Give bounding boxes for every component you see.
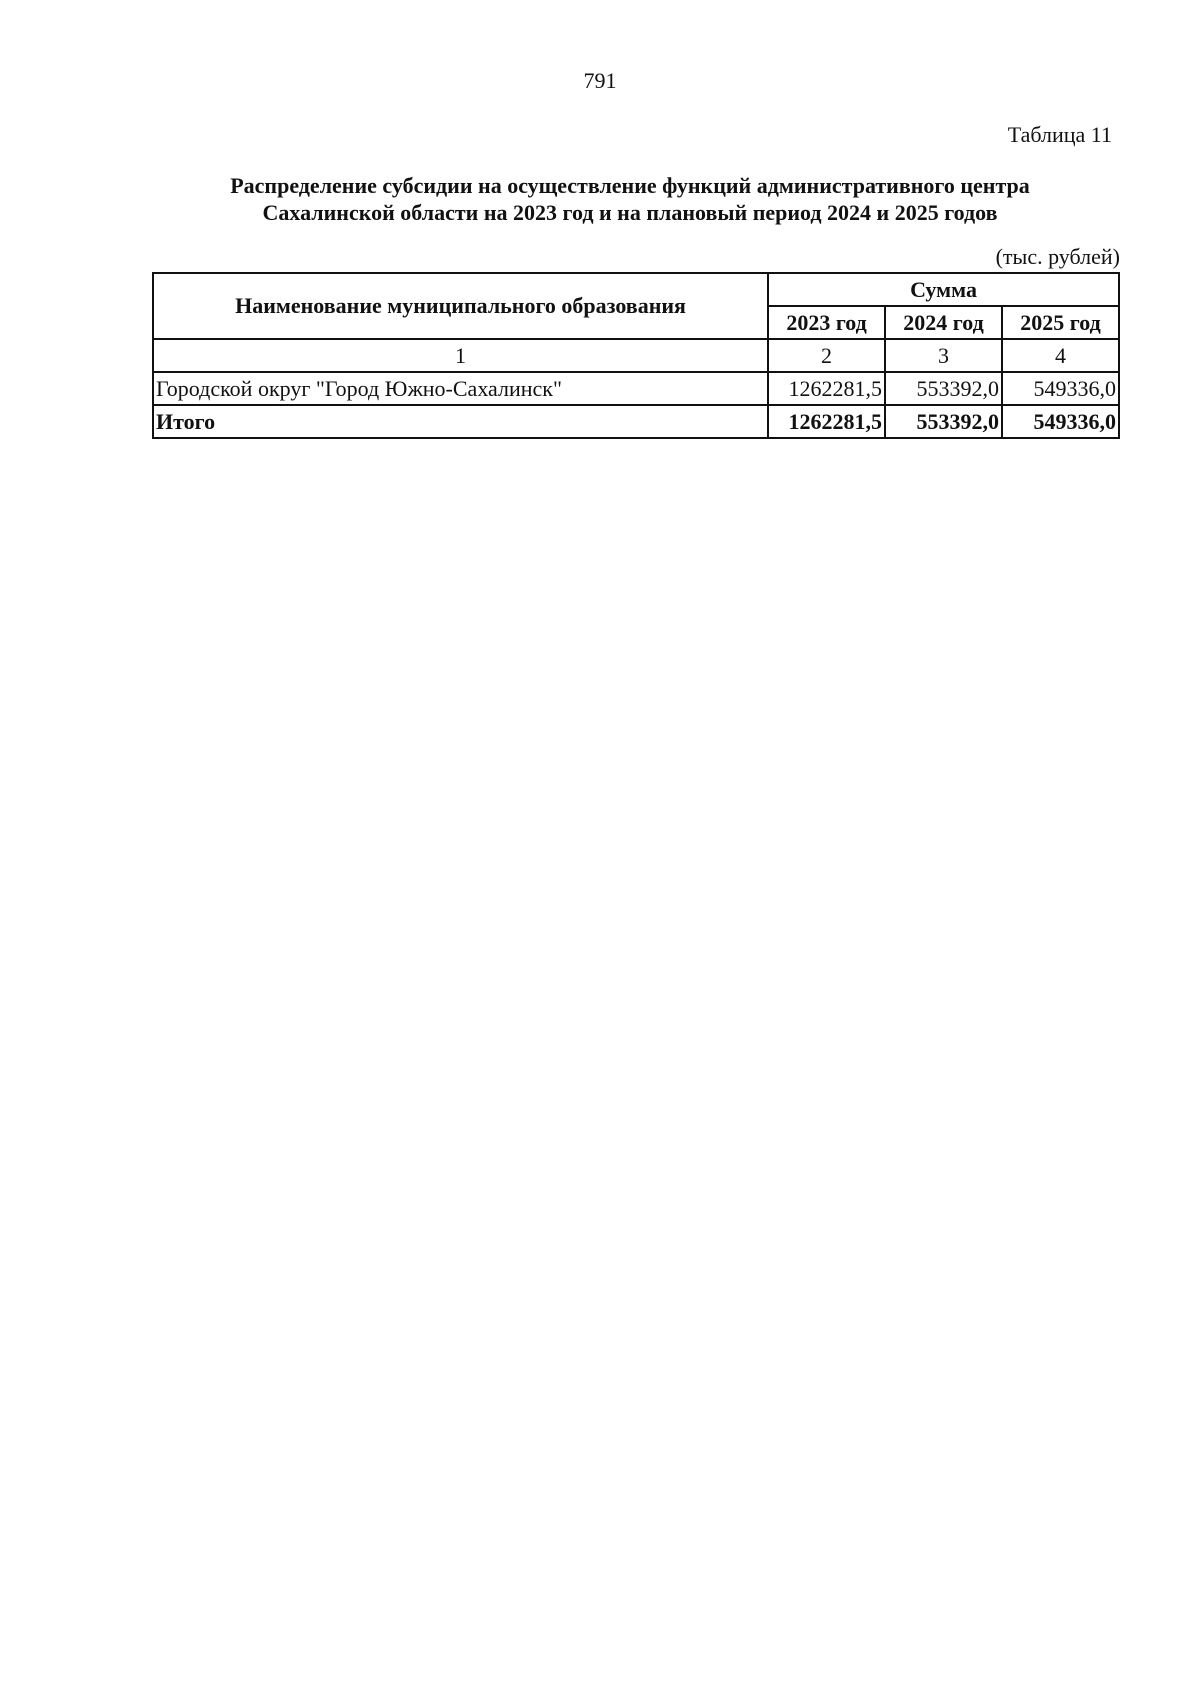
column-number: 2 <box>768 339 885 372</box>
document-title-line-2: Сахалинской области на 2023 год и на плановый период 2024 и 2025 годов <box>262 200 998 225</box>
subsidy-table <box>152 272 1120 439</box>
page-number: 791 <box>583 68 617 93</box>
header-year-2025: 2025 год <box>1002 306 1119 339</box>
column-number: 3 <box>885 339 1002 372</box>
column-number-row <box>153 339 1119 372</box>
header-year-2024: 2024 год <box>885 306 1002 339</box>
value-2024: 553392,0 <box>885 372 1002 405</box>
column-number: 1 <box>153 339 768 372</box>
unit-note: (тыс. рублей) <box>995 244 1120 269</box>
total-label: Итого <box>153 405 768 438</box>
header-sum: Сумма <box>768 273 1119 306</box>
table-header-row <box>153 273 1119 306</box>
document-title-line-1: Распределение субсидии на осуществление функций административного центра <box>230 173 1030 198</box>
total-row <box>153 405 1119 438</box>
document-title <box>150 172 1110 226</box>
total-value-2024: 553392,0 <box>885 405 1002 438</box>
value-2025: 549336,0 <box>1002 372 1119 405</box>
column-number: 4 <box>1002 339 1119 372</box>
header-year-2023: 2023 год <box>768 306 885 339</box>
table-label: Таблица 11 <box>1007 122 1112 147</box>
total-value-2023: 1262281,5 <box>768 405 885 438</box>
municipality-name: Городской округ "Город Южно-Сахалинск" <box>153 372 768 405</box>
value-2023: 1262281,5 <box>768 372 885 405</box>
table-row <box>153 372 1119 405</box>
total-value-2025: 549336,0 <box>1002 405 1119 438</box>
header-municipality-name: Наименование муниципального образования <box>153 273 768 339</box>
